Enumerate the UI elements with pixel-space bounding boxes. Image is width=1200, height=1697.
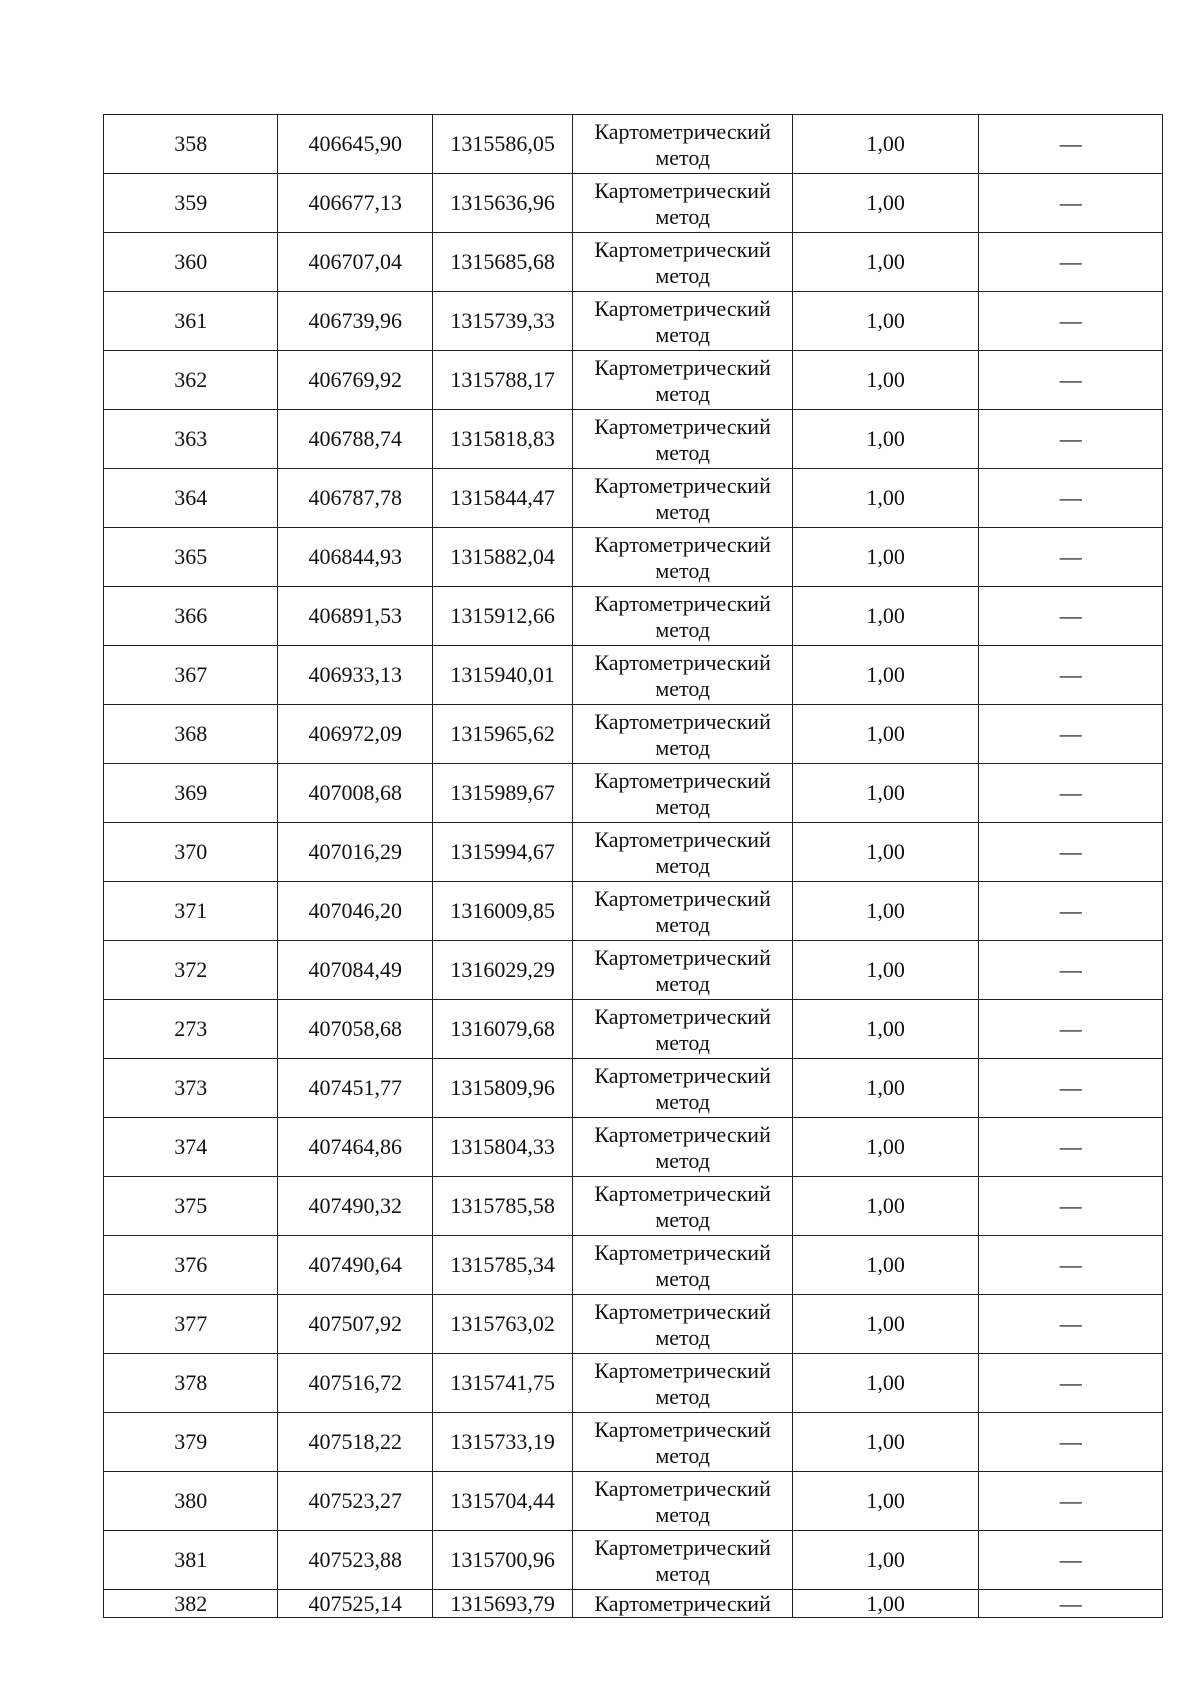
- method-line-1: Картометрический: [594, 1358, 771, 1383]
- point-number-cell: 363: [104, 410, 278, 469]
- method-line-1: Картометрический: [594, 1004, 771, 1029]
- method-cell: [573, 1413, 793, 1472]
- method-line-2: метод: [655, 499, 710, 524]
- method-line-2: метод: [655, 676, 710, 701]
- method-cell: [573, 1472, 793, 1531]
- x-coordinate-cell: 407516,72: [278, 1354, 432, 1413]
- table-row: [104, 528, 1163, 587]
- point-number-cell: 358: [104, 115, 278, 174]
- method-line-1: Картометрический: [594, 827, 771, 852]
- note-cell: —: [979, 646, 1163, 705]
- x-coordinate-cell: 407451,77: [278, 1059, 432, 1118]
- coordinates-table: [103, 114, 1163, 1618]
- point-number-cell: 366: [104, 587, 278, 646]
- note-cell: —: [979, 351, 1163, 410]
- y-coordinate-cell: 1315785,58: [432, 1177, 572, 1236]
- y-coordinate-cell: 1316029,29: [432, 941, 572, 1000]
- y-coordinate-cell: 1315685,68: [432, 233, 572, 292]
- method-line-1: Картометрический: [594, 1240, 771, 1265]
- method-cell: [573, 292, 793, 351]
- point-number-cell: 273: [104, 1000, 278, 1059]
- x-coordinate-cell: 407518,22: [278, 1413, 432, 1472]
- note-cell: —: [979, 1236, 1163, 1295]
- y-coordinate-cell: 1315788,17: [432, 351, 572, 410]
- table-row: [104, 1472, 1163, 1531]
- x-coordinate-cell: 406707,04: [278, 233, 432, 292]
- point-number-cell: 361: [104, 292, 278, 351]
- point-number-cell: 369: [104, 764, 278, 823]
- x-coordinate-cell: 406739,96: [278, 292, 432, 351]
- x-coordinate-cell: 407058,68: [278, 1000, 432, 1059]
- y-coordinate-cell: 1315700,96: [432, 1531, 572, 1590]
- note-cell: —: [979, 882, 1163, 941]
- accuracy-cell: 1,00: [792, 292, 979, 351]
- accuracy-cell: 1,00: [792, 174, 979, 233]
- method-line-2: метод: [655, 971, 710, 996]
- method-line-2: метод: [655, 1089, 710, 1114]
- note-cell: —: [979, 1295, 1163, 1354]
- table-row: [104, 1236, 1163, 1295]
- method-cell: [573, 469, 793, 528]
- method-cell: [573, 1295, 793, 1354]
- table-row: [104, 1531, 1163, 1590]
- table-row: [104, 174, 1163, 233]
- note-cell: —: [979, 410, 1163, 469]
- y-coordinate-cell: 1315739,33: [432, 292, 572, 351]
- note-cell: —: [979, 1059, 1163, 1118]
- method-cell: [573, 351, 793, 410]
- point-number-cell: 365: [104, 528, 278, 587]
- method-line-2: метод: [655, 440, 710, 465]
- point-number-cell: 371: [104, 882, 278, 941]
- accuracy-cell: 1,00: [792, 764, 979, 823]
- x-coordinate-cell: 406933,13: [278, 646, 432, 705]
- point-number-cell: 376: [104, 1236, 278, 1295]
- y-coordinate-cell: 1316079,68: [432, 1000, 572, 1059]
- method-line-2: метод: [655, 381, 710, 406]
- method-line-2: метод: [655, 1148, 710, 1173]
- note-cell: —: [979, 764, 1163, 823]
- x-coordinate-cell: 407008,68: [278, 764, 432, 823]
- point-number-cell: 378: [104, 1354, 278, 1413]
- method-cell: [573, 882, 793, 941]
- table-row: [104, 1059, 1163, 1118]
- method-line-2: метод: [655, 145, 710, 170]
- table-row: [104, 233, 1163, 292]
- note-cell: —: [979, 587, 1163, 646]
- point-number-cell: 375: [104, 1177, 278, 1236]
- table-row: [104, 410, 1163, 469]
- method-line-1: Картометрический: [594, 945, 771, 970]
- method-cell: [573, 1118, 793, 1177]
- accuracy-cell: 1,00: [792, 1472, 979, 1531]
- table-row: [104, 115, 1163, 174]
- point-number-cell: 382: [104, 1590, 278, 1618]
- x-coordinate-cell: 406891,53: [278, 587, 432, 646]
- table-row: [104, 587, 1163, 646]
- method-line-2: метод: [655, 1325, 710, 1350]
- note-cell: —: [979, 1118, 1163, 1177]
- point-number-cell: 379: [104, 1413, 278, 1472]
- y-coordinate-cell: 1315763,02: [432, 1295, 572, 1354]
- method-cell: [573, 233, 793, 292]
- point-number-cell: 374: [104, 1118, 278, 1177]
- y-coordinate-cell: 1315586,05: [432, 115, 572, 174]
- point-number-cell: 364: [104, 469, 278, 528]
- note-cell: —: [979, 233, 1163, 292]
- method-line-2: метод: [655, 558, 710, 583]
- y-coordinate-cell: 1315693,79: [432, 1590, 572, 1618]
- table-row: [104, 646, 1163, 705]
- x-coordinate-cell: 407016,29: [278, 823, 432, 882]
- y-coordinate-cell: 1315741,75: [432, 1354, 572, 1413]
- accuracy-cell: 1,00: [792, 1531, 979, 1590]
- method-line-2: метод: [655, 1561, 710, 1586]
- note-cell: —: [979, 1531, 1163, 1590]
- y-coordinate-cell: 1315809,96: [432, 1059, 572, 1118]
- table-row: [104, 1118, 1163, 1177]
- method-cell: [573, 1000, 793, 1059]
- table-row: [104, 1000, 1163, 1059]
- note-cell: —: [979, 115, 1163, 174]
- method-line-1: Картометрический: [594, 591, 771, 616]
- accuracy-cell: 1,00: [792, 941, 979, 1000]
- point-number-cell: 360: [104, 233, 278, 292]
- x-coordinate-cell: 406972,09: [278, 705, 432, 764]
- x-coordinate-cell: 406844,93: [278, 528, 432, 587]
- y-coordinate-cell: 1315912,66: [432, 587, 572, 646]
- method-line-2: метод: [655, 1443, 710, 1468]
- method-line-1: Картометрический: [594, 1476, 771, 1501]
- method-line-2: метод: [655, 912, 710, 937]
- point-number-cell: 373: [104, 1059, 278, 1118]
- accuracy-cell: 1,00: [792, 1354, 979, 1413]
- method-line-1: Картометрический: [594, 237, 771, 262]
- table-row: [104, 1413, 1163, 1472]
- x-coordinate-cell: 407464,86: [278, 1118, 432, 1177]
- table-row: [104, 1295, 1163, 1354]
- accuracy-cell: 1,00: [792, 587, 979, 646]
- table-row: [104, 1177, 1163, 1236]
- accuracy-cell: 1,00: [792, 1118, 979, 1177]
- accuracy-cell: 1,00: [792, 469, 979, 528]
- accuracy-cell: 1,00: [792, 1177, 979, 1236]
- accuracy-cell: 1,00: [792, 528, 979, 587]
- note-cell: —: [979, 1413, 1163, 1472]
- x-coordinate-cell: 407490,32: [278, 1177, 432, 1236]
- method-cell: [573, 174, 793, 233]
- accuracy-cell: 1,00: [792, 351, 979, 410]
- accuracy-cell: 1,00: [792, 115, 979, 174]
- accuracy-cell: 1,00: [792, 1295, 979, 1354]
- accuracy-cell: 1,00: [792, 705, 979, 764]
- y-coordinate-cell: 1315882,04: [432, 528, 572, 587]
- method-line-2: метод: [655, 794, 710, 819]
- note-cell: —: [979, 705, 1163, 764]
- y-coordinate-cell: 1316009,85: [432, 882, 572, 941]
- note-cell: —: [979, 1590, 1163, 1618]
- x-coordinate-cell: 406677,13: [278, 174, 432, 233]
- method-line-2: метод: [655, 204, 710, 229]
- table-row: [104, 469, 1163, 528]
- y-coordinate-cell: 1315940,01: [432, 646, 572, 705]
- table-row: [104, 823, 1163, 882]
- y-coordinate-cell: 1315704,44: [432, 1472, 572, 1531]
- method-line-2: метод: [655, 1207, 710, 1232]
- method-line-1: Картометрический: [594, 768, 771, 793]
- x-coordinate-cell: 407523,27: [278, 1472, 432, 1531]
- method-line-1: Картометрический: [594, 355, 771, 380]
- method-line-1: Картометрический: [594, 1417, 771, 1442]
- note-cell: —: [979, 1177, 1163, 1236]
- table-row: [104, 941, 1163, 1000]
- point-number-cell: 372: [104, 941, 278, 1000]
- note-cell: —: [979, 941, 1163, 1000]
- y-coordinate-cell: 1315994,67: [432, 823, 572, 882]
- method-line-1: Картометрический: [594, 1063, 771, 1088]
- method-line-1: Картометрический: [594, 1122, 771, 1147]
- method-line-2: метод: [655, 263, 710, 288]
- accuracy-cell: 1,00: [792, 823, 979, 882]
- y-coordinate-cell: 1315965,62: [432, 705, 572, 764]
- accuracy-cell: 1,00: [792, 1000, 979, 1059]
- method-cell: [573, 823, 793, 882]
- method-cell: [573, 528, 793, 587]
- method-line-2: метод: [655, 322, 710, 347]
- method-line-1: Картометрический: [594, 1590, 771, 1616]
- y-coordinate-cell: 1315636,96: [432, 174, 572, 233]
- x-coordinate-cell: 406788,74: [278, 410, 432, 469]
- method-line-2: метод: [655, 1266, 710, 1291]
- x-coordinate-cell: 407046,20: [278, 882, 432, 941]
- accuracy-cell: 1,00: [792, 882, 979, 941]
- method-cell: [573, 646, 793, 705]
- note-cell: —: [979, 292, 1163, 351]
- table-row: [104, 351, 1163, 410]
- point-number-cell: 368: [104, 705, 278, 764]
- table-row: [104, 1354, 1163, 1413]
- x-coordinate-cell: 406787,78: [278, 469, 432, 528]
- method-cell: [573, 587, 793, 646]
- method-line-1: Картометрический: [594, 532, 771, 557]
- method-cell: [573, 1590, 793, 1618]
- method-cell: [573, 1177, 793, 1236]
- y-coordinate-cell: 1315733,19: [432, 1413, 572, 1472]
- table-row: [104, 764, 1163, 823]
- method-line-1: Картометрический: [594, 1535, 771, 1560]
- y-coordinate-cell: 1315785,34: [432, 1236, 572, 1295]
- note-cell: —: [979, 1472, 1163, 1531]
- method-line-2: метод: [655, 1384, 710, 1409]
- x-coordinate-cell: 406769,92: [278, 351, 432, 410]
- method-line-1: Картометрический: [594, 178, 771, 203]
- method-line-1: Картометрический: [594, 650, 771, 675]
- y-coordinate-cell: 1315818,83: [432, 410, 572, 469]
- method-line-2: метод: [655, 853, 710, 878]
- point-number-cell: 381: [104, 1531, 278, 1590]
- method-line-1: Картометрический: [594, 473, 771, 498]
- note-cell: —: [979, 1000, 1163, 1059]
- method-line-2: метод: [655, 1030, 710, 1055]
- x-coordinate-cell: 407525,14: [278, 1590, 432, 1618]
- point-number-cell: 362: [104, 351, 278, 410]
- accuracy-cell: 1,00: [792, 1236, 979, 1295]
- note-cell: —: [979, 1354, 1163, 1413]
- note-cell: —: [979, 469, 1163, 528]
- method-cell: [573, 705, 793, 764]
- coordinates-table-body: [104, 115, 1163, 1618]
- method-line-1: Картометрический: [594, 119, 771, 144]
- accuracy-cell: 1,00: [792, 410, 979, 469]
- point-number-cell: 377: [104, 1295, 278, 1354]
- method-line-1: Картометрический: [594, 1181, 771, 1206]
- point-number-cell: 359: [104, 174, 278, 233]
- accuracy-cell: 1,00: [792, 233, 979, 292]
- method-cell: [573, 1236, 793, 1295]
- method-cell: [573, 764, 793, 823]
- method-line-1: Картометрический: [594, 886, 771, 911]
- method-line-1: Картометрический: [594, 1299, 771, 1324]
- method-cell: [573, 1531, 793, 1590]
- method-line-2: метод: [655, 1502, 710, 1527]
- note-cell: —: [979, 528, 1163, 587]
- point-number-cell: 370: [104, 823, 278, 882]
- y-coordinate-cell: 1315989,67: [432, 764, 572, 823]
- accuracy-cell: 1,00: [792, 1590, 979, 1618]
- table-row: [104, 1590, 1163, 1618]
- table-row: [104, 705, 1163, 764]
- x-coordinate-cell: 407084,49: [278, 941, 432, 1000]
- point-number-cell: 380: [104, 1472, 278, 1531]
- point-number-cell: 367: [104, 646, 278, 705]
- table-row: [104, 882, 1163, 941]
- method-line-1: Картометрический: [594, 709, 771, 734]
- x-coordinate-cell: 406645,90: [278, 115, 432, 174]
- y-coordinate-cell: 1315844,47: [432, 469, 572, 528]
- table-row: [104, 292, 1163, 351]
- x-coordinate-cell: 407523,88: [278, 1531, 432, 1590]
- accuracy-cell: 1,00: [792, 1059, 979, 1118]
- accuracy-cell: 1,00: [792, 646, 979, 705]
- note-cell: —: [979, 823, 1163, 882]
- method-line-2: метод: [655, 617, 710, 642]
- method-line-1: Картометрический: [594, 414, 771, 439]
- accuracy-cell: 1,00: [792, 1413, 979, 1472]
- y-coordinate-cell: 1315804,33: [432, 1118, 572, 1177]
- note-cell: —: [979, 174, 1163, 233]
- method-cell: [573, 1354, 793, 1413]
- x-coordinate-cell: 407507,92: [278, 1295, 432, 1354]
- method-cell: [573, 941, 793, 1000]
- method-line-2: метод: [655, 735, 710, 760]
- method-cell: [573, 1059, 793, 1118]
- method-cell: [573, 115, 793, 174]
- x-coordinate-cell: 407490,64: [278, 1236, 432, 1295]
- method-line-1: Картометрический: [594, 296, 771, 321]
- method-cell: [573, 410, 793, 469]
